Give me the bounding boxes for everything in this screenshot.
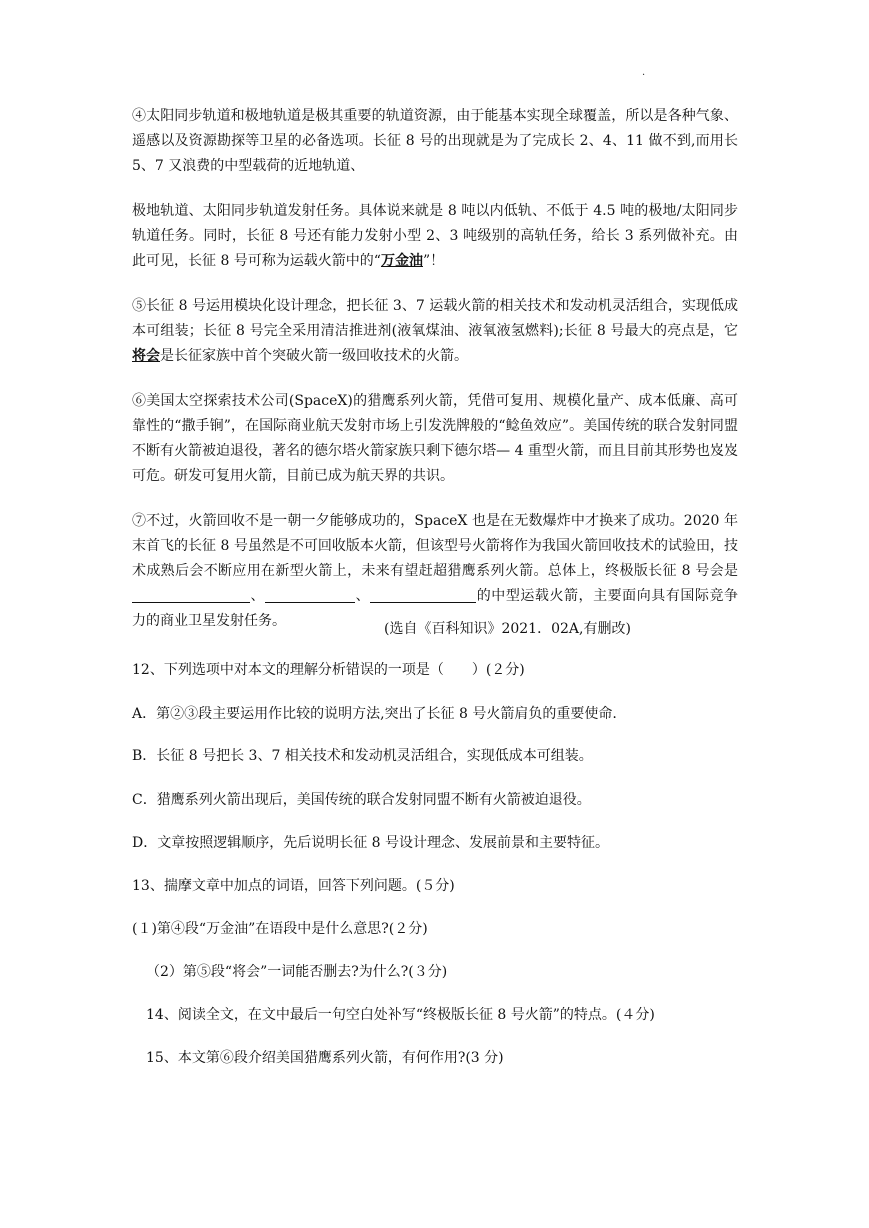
page-dot-mark: · [642, 70, 646, 81]
answer-blank-1[interactable] [132, 586, 250, 603]
paragraph-7-end: 的中型运载火箭，主要面向具有国际竞争力的商业卫星发射任务。 [132, 588, 739, 629]
paragraph-5-end: 是长征家族中首个突破火箭一级回收技术的火箭。 [160, 348, 468, 364]
marked-word-jianghui: 将会 [132, 348, 160, 364]
paragraph-4-part-1: ④太阳同步轨道和极地轨道是极其重要的轨道资源，由于能基本实现全球覆盖，所以是各种气象、遥感以及资源勘探等卫星的必备选项。长征 8 号的出现就是为了完成长 2、4、11 做不到,而用长 5、7 又浪费的中型载荷的近地轨道、 [132, 108, 738, 174]
question-15: 15、本文第⑥段介绍美国猎鹰系列火箭，有何作用?(3 分) [146, 1050, 504, 1066]
question-12-option-c: C．猎鹰系列火箭出现后，美国传统的联合发射同盟不断有火箭被迫退役。 [132, 792, 591, 808]
paragraph-5 [132, 294, 738, 369]
paragraph-7 [132, 509, 738, 634]
question-13-sub-1: (１)第④段“万金油”在语段中是什么意思?(２分) [132, 921, 428, 937]
marked-word-wanjinyou: 万金油 [380, 253, 423, 269]
question-13: 13、揣摩文章中加点的词语，回答下列问题。(５分) [132, 878, 455, 894]
blank-separator-2: 、 [355, 588, 371, 604]
answer-blank-3[interactable] [370, 586, 476, 603]
source-citation: (选自《百科知识》2021．02A,有删改) [384, 621, 631, 637]
answer-blank-2[interactable] [265, 586, 355, 603]
paragraph-4-end: ”！ [422, 253, 445, 269]
paragraph-5-text: ⑤长征 8 号运用模块化设计理念，把长征 3、7 运载火箭的相关技术和发动机灵活组合，实现低成本可组装；长征 8 号完全采用清洁推进剂(液氧煤油、液氧液氢燃料);长征 8 号最大的亮点是，它 [132, 298, 738, 339]
article-body [132, 104, 738, 654]
paragraph-4-part-2 [132, 199, 738, 274]
question-13-sub-2: （2）第⑤段“将会”一词能否删去?为什么?(３分) [146, 964, 448, 980]
question-12-option-b: B．长征 8 号把长 3、7 相关技术和发动机灵活组合，实现低成本可组装。 [132, 748, 593, 764]
question-14: 14、阅读全文，在文中最后一句空白处补写“终极版长征 8 号火箭”的特点。(４分) [146, 1007, 655, 1023]
question-12: 12、下列选项中对本文的理解分析错误的一项是（ ）(２分) [132, 662, 525, 678]
paragraph-7-text: ⑦不过，火箭回收不是一朝一夕能够成功的，SpaceX 也是在无数爆炸中才换来了成功。2020 年末首飞的长征 8 号虽然是不可回收版本火箭，但该型号火箭将作为我国火箭回收技术的试验田，技术成熟后会不断应用在新型火箭上，未来有望赶超猎鹰系列火箭。总体上，终极版长征 8 号会是 [132, 513, 738, 579]
question-12-option-d: D．文章按照逻辑顺序，先后说明长征 8 号设计理念、发展前景和主要特征。 [132, 835, 610, 851]
question-12-option-a: A．第②③段主要运用作比较的说明方法,突出了长征 8 号火箭肩负的重要使命. [132, 706, 617, 722]
paragraph-6: ⑥美国太空探索技术公司(SpaceX)的猎鹰系列火箭，凭借可复用、规模化量产、成本低廉、高可靠性的“撒手锏”，在国际商业航天发射市场上引发洗牌般的“鲶鱼效应”。美国传统的联合发射同盟不断有火箭被迫退役，著名的德尔塔火箭家族只剩下德尔塔— 4 重型火箭，而且目前其形势也岌岌可危。研发可复用火箭，目前已成为航天界的共识。 [132, 393, 738, 484]
paragraph-4-text: 极地轨道、太阳同步轨道发射任务。具体说来就是 8 吨以内低轨、不低于 4.5 吨的极地/太阳同步轨道任务。同时，长征 8 号还有能力发射小型 2、3 吨级别的高轨任务，给长 3 系列做补充。由此可见，长征 8 号可称为运载火箭中的“ [132, 203, 738, 269]
blank-separator-1: 、 [250, 588, 266, 604]
